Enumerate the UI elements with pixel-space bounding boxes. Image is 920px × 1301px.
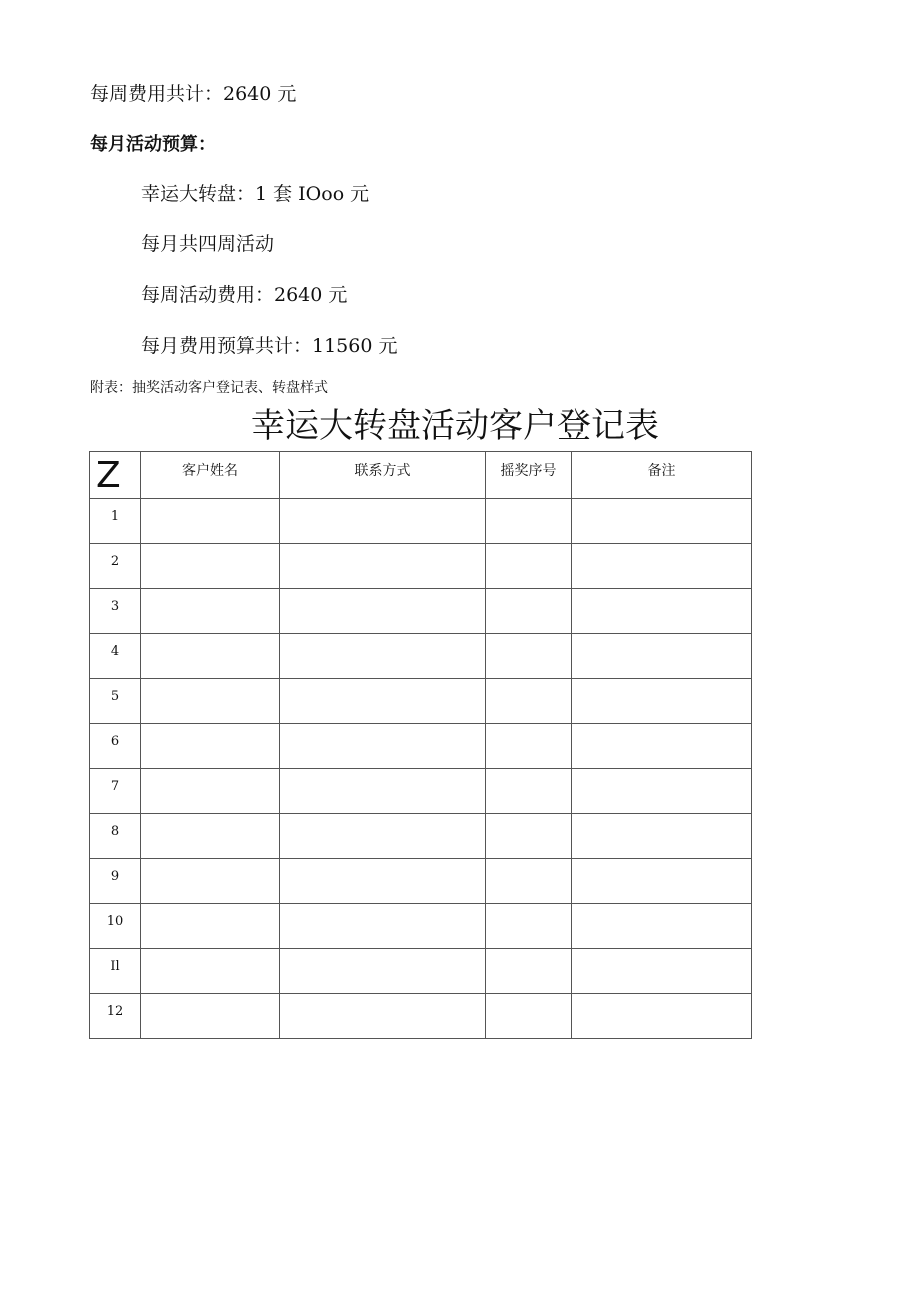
customer-name-cell (141, 769, 280, 814)
contact-cell (280, 679, 486, 724)
draw-number-cell (486, 769, 572, 814)
table-row (90, 679, 752, 724)
weeks-per-month-line: 每月共四周活动 (141, 233, 275, 255)
remarks-cell (572, 544, 752, 589)
remarks-cell (572, 994, 752, 1039)
table-title: 幸运大转盘活动客户登记表 (251, 406, 659, 446)
customer-name-cell (141, 499, 280, 544)
monthly-budget-heading: 每月活动预算： (90, 134, 216, 155)
draw-number-cell (486, 724, 572, 769)
contact-cell (280, 994, 486, 1039)
contact-cell (280, 544, 486, 589)
remarks-cell (572, 499, 752, 544)
customer-name-cell (141, 544, 280, 589)
draw-number-cell (486, 814, 572, 859)
draw-number-cell (486, 859, 572, 904)
wheel-cost-line: 幸运大转盘：1 套 IOoo 元 (141, 183, 370, 205)
appendix-note: 附表：抽奖活动客户登记表、转盘样式 (90, 380, 328, 396)
contact-cell (280, 769, 486, 814)
header-draw-number: 摇奖序号 (486, 452, 572, 499)
row-number: 1 (90, 499, 141, 544)
remarks-cell (572, 634, 752, 679)
customer-name-cell (141, 589, 280, 634)
customer-name-cell (141, 859, 280, 904)
customer-name-cell (141, 994, 280, 1039)
customer-name-cell (141, 634, 280, 679)
table-row (90, 634, 752, 679)
table-row (90, 724, 752, 769)
contact-cell (280, 814, 486, 859)
remarks-cell (572, 769, 752, 814)
row-number: 2 (90, 544, 141, 589)
customer-name-cell (141, 814, 280, 859)
contact-cell (280, 499, 486, 544)
contact-cell (280, 859, 486, 904)
corner-mark: Z (90, 452, 141, 499)
contact-cell (280, 634, 486, 679)
table-row (90, 904, 752, 949)
remarks-cell (572, 904, 752, 949)
draw-number-cell (486, 994, 572, 1039)
row-number: 9 (90, 859, 141, 904)
customer-name-cell (141, 904, 280, 949)
header-remarks: 备注 (572, 452, 752, 499)
contact-cell (280, 949, 486, 994)
table-row (90, 994, 752, 1039)
draw-number-cell (486, 589, 572, 634)
row-number: 3 (90, 589, 141, 634)
row-number: 7 (90, 769, 141, 814)
row-number: 4 (90, 634, 141, 679)
header-contact: 联系方式 (280, 452, 486, 499)
table-row (90, 949, 752, 994)
remarks-cell (572, 724, 752, 769)
draw-number-cell (486, 634, 572, 679)
remarks-cell (572, 949, 752, 994)
draw-number-cell (486, 949, 572, 994)
table-row (90, 814, 752, 859)
row-number: 6 (90, 724, 141, 769)
remarks-cell (572, 589, 752, 634)
customer-name-cell (141, 679, 280, 724)
table-row (90, 859, 752, 904)
row-number: 8 (90, 814, 141, 859)
table-row (90, 499, 752, 544)
row-number: 12 (90, 994, 141, 1039)
draw-number-cell (486, 499, 572, 544)
table-row (90, 589, 752, 634)
draw-number-cell (486, 544, 572, 589)
row-number: 10 (90, 904, 141, 949)
remarks-cell (572, 679, 752, 724)
contact-cell (280, 724, 486, 769)
draw-number-cell (486, 679, 572, 724)
row-number: Il (90, 949, 141, 994)
table-row (90, 769, 752, 814)
monthly-total-line: 每月费用预算共计：11560 元 (141, 335, 398, 357)
row-number: 5 (90, 679, 141, 724)
contact-cell (280, 904, 486, 949)
registration-table (89, 451, 752, 1039)
contact-cell (280, 589, 486, 634)
remarks-cell (572, 859, 752, 904)
customer-name-cell (141, 724, 280, 769)
customer-name-cell (141, 949, 280, 994)
table-row (90, 544, 752, 589)
table-header-row (90, 452, 752, 499)
header-customer-name: 客户姓名 (141, 452, 280, 499)
weekly-activity-cost-line: 每周活动费用：2640 元 (141, 284, 348, 306)
remarks-cell (572, 814, 752, 859)
draw-number-cell (486, 904, 572, 949)
weekly-total-line: 每周费用共计：2640 元 (90, 83, 297, 105)
